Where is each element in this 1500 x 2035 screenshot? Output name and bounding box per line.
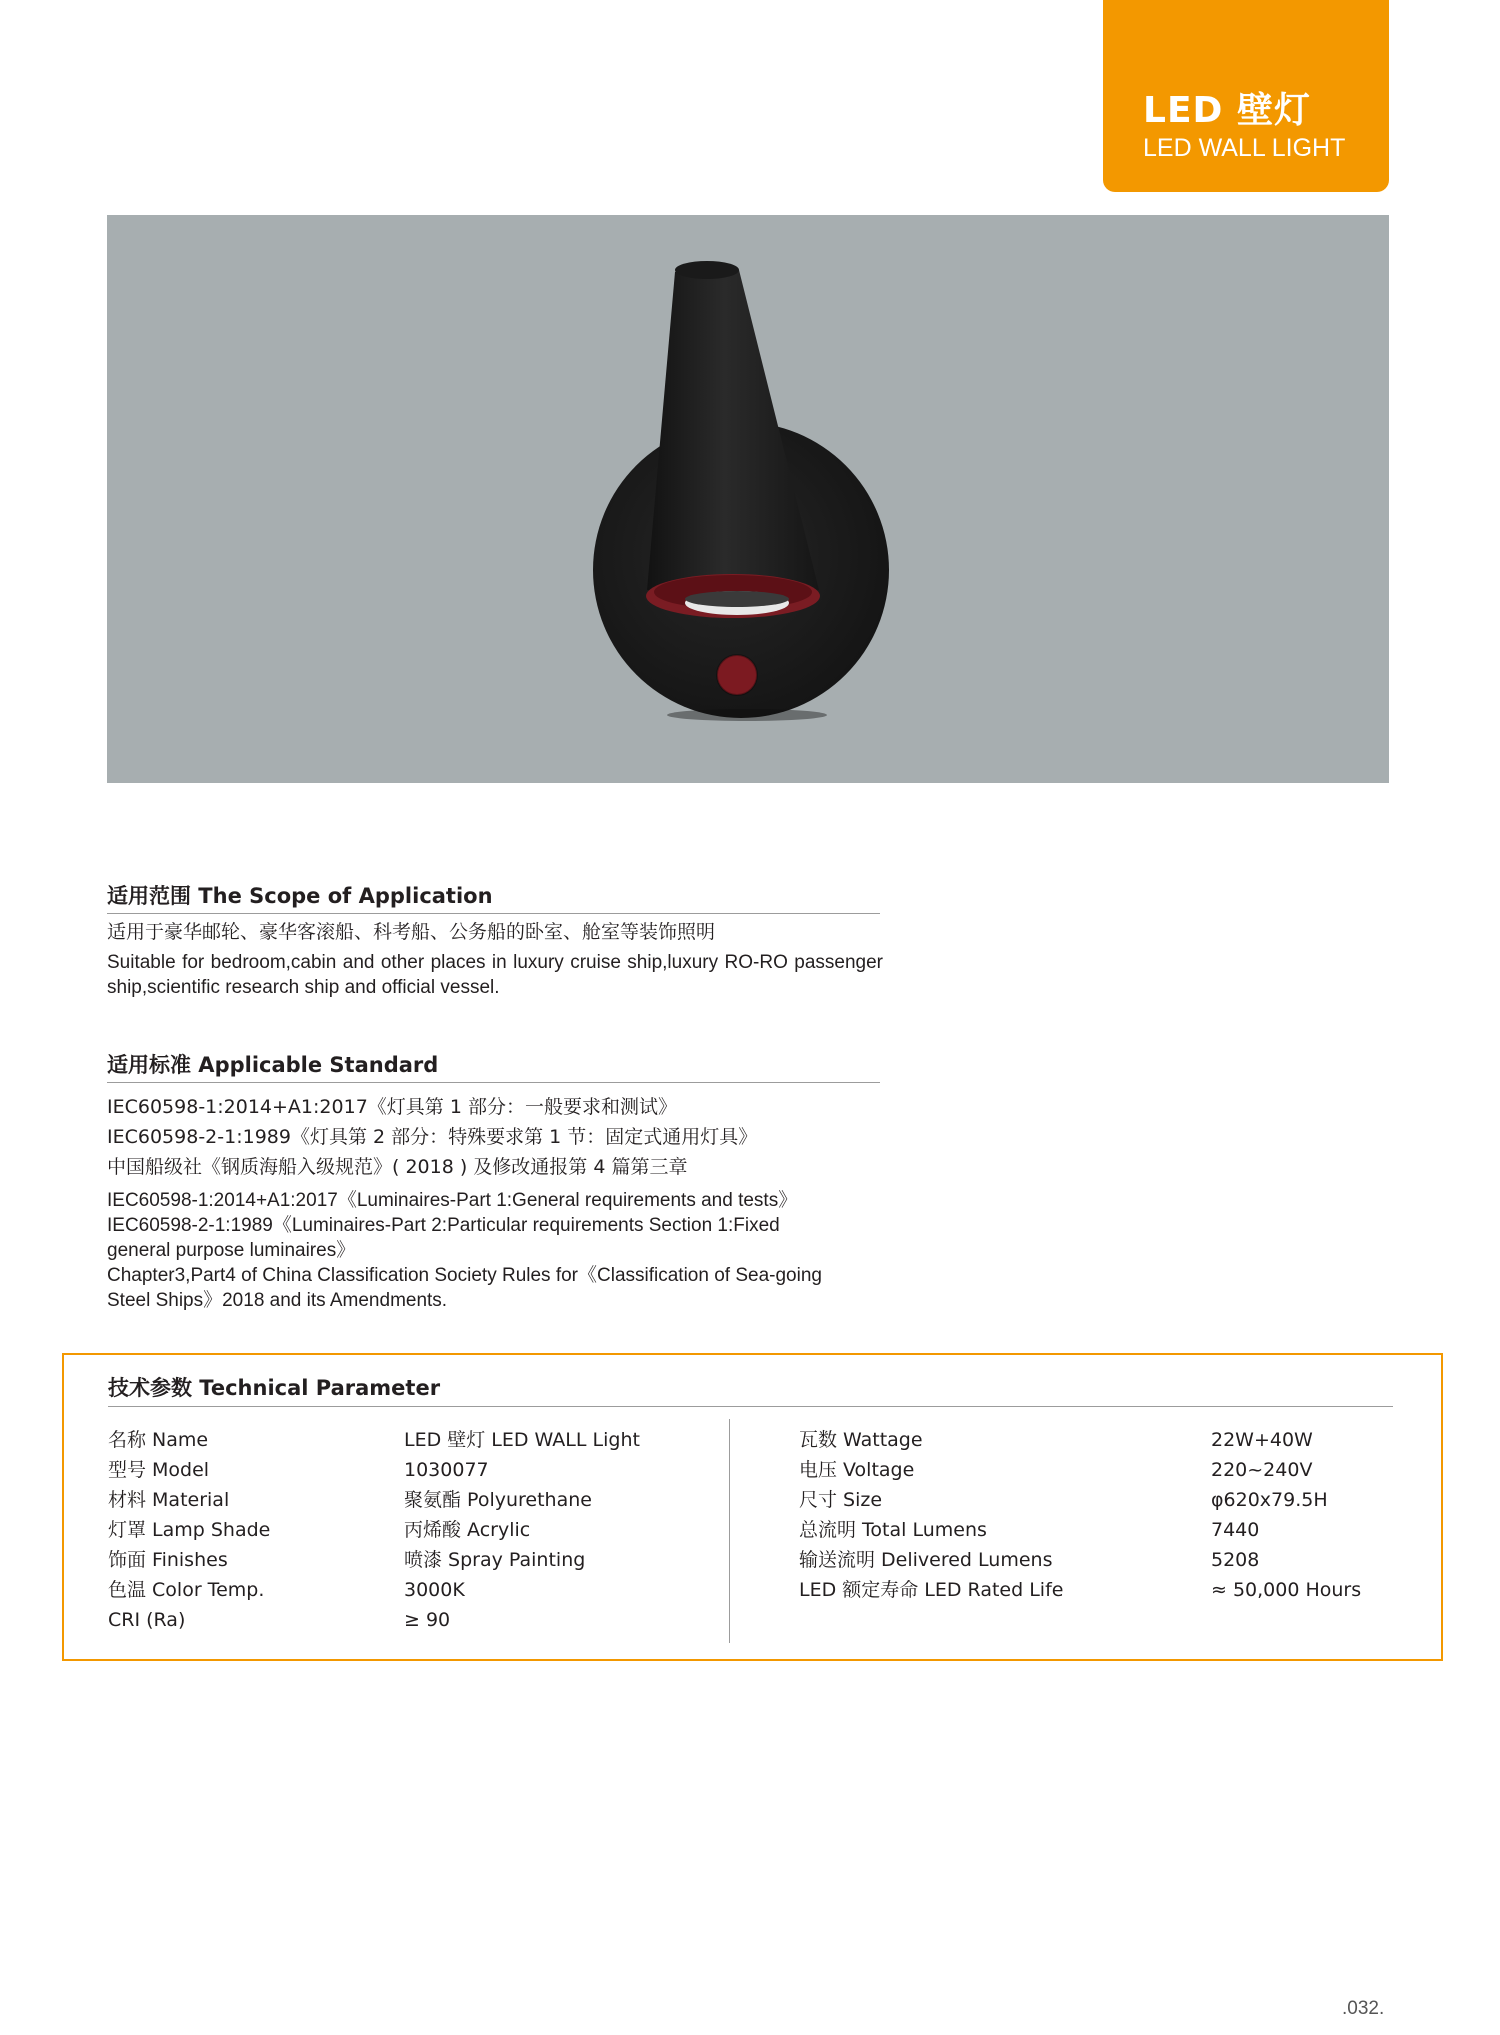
param-value: ≈ 50,000 Hours — [1211, 1579, 1362, 1601]
page-number: .032. — [1342, 1998, 1385, 2019]
param-value: 5208 — [1211, 1549, 1260, 1571]
standard-line: Steel Ships》2018 and its Amendments. — [107, 1290, 448, 1311]
standard-divider — [107, 1082, 880, 1083]
param-value: 7440 — [1211, 1519, 1260, 1541]
param-label: 尺寸 Size — [799, 1489, 883, 1511]
param-value: 1030077 — [404, 1459, 489, 1481]
param-value: LED 壁灯 LED WALL Light — [404, 1429, 640, 1451]
wall-light-illustration — [107, 215, 1389, 783]
param-value: 220~240V — [1211, 1459, 1313, 1481]
category-title: LED 壁灯 — [1143, 90, 1311, 131]
param-label: CRI (Ra) — [108, 1609, 186, 1631]
param-label: 输送流明 Delivered Lumens — [799, 1549, 1053, 1571]
category-tab — [1103, 0, 1389, 192]
standard-line: IEC60598-1:2014+A1:2017《灯具第 1 部分：一般要求和测试》 — [107, 1096, 677, 1118]
standard-line: general purpose luminaires》 — [107, 1240, 356, 1261]
lamp-shade — [647, 265, 819, 590]
scope-text-en: Suitable for bedroom,cabin and other places in luxury cruise ship,luxury RO-RO passenger ship,scientific research ship and official vessel. — [107, 952, 883, 998]
param-value: 22W+40W — [1211, 1429, 1313, 1451]
standard-line: IEC60598-1:2014+A1:2017《Luminaires-Part 1:General requirements and tests》 — [107, 1190, 798, 1211]
param-label: 灯罩 Lamp Shade — [108, 1519, 271, 1541]
param-value: φ620x79.5H — [1211, 1489, 1328, 1511]
standard-heading: 适用标准 Applicable Standard — [107, 1053, 439, 1077]
standard-line: Chapter3,Part4 of China Classification Society Rules for《Classification of Sea-going — [107, 1265, 822, 1286]
param-label: 名称 Name — [108, 1429, 209, 1451]
param-label: 型号 Model — [108, 1459, 210, 1481]
param-label: LED 额定寿命 LED Rated Life — [799, 1579, 1064, 1601]
scope-text-zh: 适用于豪华邮轮、豪华客滚船、科考船、公务船的卧室、舱室等装饰照明 — [107, 921, 716, 943]
param-value: 聚氨酯 Polyurethane — [404, 1489, 592, 1511]
param-label: 饰面 Finishes — [108, 1549, 228, 1571]
param-label: 色温 Color Temp. — [108, 1579, 265, 1601]
param-value: 喷漆 Spray Painting — [404, 1549, 586, 1571]
scope-heading: 适用范围 The Scope of Application — [107, 884, 493, 908]
param-label: 电压 Voltage — [799, 1459, 915, 1481]
category-subtitle: LED WALL LIGHT — [1143, 134, 1346, 162]
technical-divider — [108, 1406, 1393, 1407]
standard-line: 中国船级社《钢质海船入级规范》( 2018 ) 及修改通报第 4 篇第三章 — [107, 1156, 688, 1178]
product-photo — [107, 215, 1389, 783]
param-label: 材料 Material — [108, 1489, 230, 1511]
standard-list-en — [107, 1188, 887, 1313]
param-label: 瓦数 Wattage — [799, 1429, 923, 1451]
technical-heading: 技术参数 Technical Parameter — [108, 1376, 441, 1400]
technical-parameter-box — [62, 1353, 1443, 1661]
standard-line: IEC60598-2-1:1989《灯具第 2 部分：特殊要求第 1 节：固定式通用灯具》 — [107, 1126, 758, 1148]
param-value: 丙烯酸 Acrylic — [404, 1519, 531, 1541]
standard-line: IEC60598-2-1:1989《Luminaires-Part 2:Particular requirements Section 1:Fixed — [107, 1215, 780, 1236]
column-divider — [729, 1419, 730, 1643]
param-value: ≥ 90 — [404, 1609, 451, 1631]
scope-divider — [107, 913, 880, 914]
param-value: 3000K — [404, 1579, 465, 1601]
param-label: 总流明 Total Lumens — [799, 1519, 987, 1541]
standard-list-zh — [107, 1095, 887, 1185]
